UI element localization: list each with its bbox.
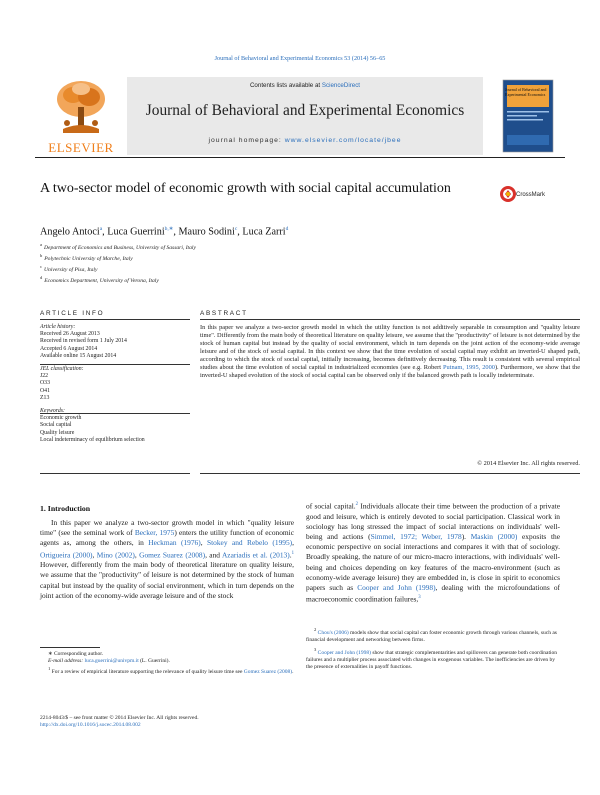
doi-link[interactable]: http://dx.doi.org/10.1016/j.socec.2014.08.002: [40, 722, 141, 728]
author-marks[interactable]: b,∗: [164, 226, 174, 232]
affiliation-mark: d: [40, 275, 43, 281]
history-item: Available online 15 August 2014: [40, 352, 117, 359]
putnam-citation-link[interactable]: Putnam, 1995, 2000: [442, 363, 495, 371]
issn-block: [40, 715, 340, 729]
article-info-heading: ARTICLE INFO: [40, 310, 105, 317]
affiliation-text: University of Pisa, Italy: [44, 267, 98, 274]
affiliation: [40, 274, 196, 285]
elsevier-tree-icon: [53, 77, 109, 135]
jel-code: Z13: [40, 394, 50, 401]
body-text-right-column: of social capital.$^2$ Individuals allocate their time between the production of a private good and leisure, which is entirely devoted to social participation. Classical work in sociology has long stressed the impact of social interactions on individuals' well-being and actions (Simmel, 1972; Weber, 1978). Maskin (2000) exposits the economic perspective on social interactions and compares it with that of sociology. Broadly speaking, the nature of our micro-macro interactions, with individuals' well-being and choices depending on key features of the macro-environment (such as economy-wide average leisure) they are embedded in, is close in spirit to economics papers such as Cooper and John (1998), dealing with the microfoundations of macroeconomic coordination failures,$^3$: [306, 501, 560, 604]
body-text-left-column: In this paper we analyze a two-sector growth model in which "quality leisure time" (see the seminal work of Becker, 1975) enters the utility function of economic agents as, among the others, in Heckman (1976), Stokey and Rebelo (1995), Ortigueira (2000), Mino (2002), Gomez Suarez (2008), and Azariadis et al. (2013).$^1$ However, differently from the main body of theoretical literature on quality leisure, we assume that the "productivity" of leisure is not determined by the stock of human capital but instead by the quality of social environment, which in turn depends on the joint action of the economy-wide average leisure and of the stock: [40, 518, 295, 600]
journal-masthead: [35, 73, 565, 158]
footnotes-right: $^2$ Chou's (2006) models show that social capital can foster economic growth through various channels, such as financial development and networking between firms. $^3$ Cooper and John (1998) show that strategic complementarities and spillovers can generate both coordination failures and a multiplier process associated with changes in exogenous variables. The inefficiencies are driven by the presence of externalities in payoff functions.: [306, 627, 558, 670]
affiliation: [40, 241, 196, 252]
affiliation-mark: c: [40, 264, 42, 270]
elsevier-logo[interactable]: [35, 77, 127, 155]
author-name[interactable]: Mauro Sodini: [178, 226, 235, 238]
keyword: Economic growth: [40, 415, 82, 422]
issn-line: 2214-8043/$ – see front matter © 2014 Elsevier Inc. All rights reserved.: [40, 715, 199, 721]
abstract-part: In this paper we analyze a two-sector growth model in which the utility function is not additively separable in consumption and "quality leisure time". Differently from the main body of theoretical literature on quality leisure, we assume that the "productivity" of leisure is not determined by the stock of human capital but instead by the quality of social environment, which in turn depends on the joint action of the economy-wide average leisure and of the stock of social capital. In this context we show that the time evolution of social capital may exhibit an inverted-U shaped path, according to which the stock of social capital, initially increasing, becomes definitively decreasing. This result is consistent with several empirical studies about the time evolution of social capital in industrialized economies (see e.g. Robert: [200, 324, 580, 371]
divider: [200, 473, 580, 474]
affiliation-text: Polytechnic University of Marche, Italy: [44, 256, 133, 263]
jel-label: JEL classification:: [40, 366, 84, 373]
abstract-text: [200, 324, 580, 380]
sciencedirect-link[interactable]: ScienceDirect: [321, 82, 361, 89]
homepage-line: [127, 137, 483, 144]
jel-code: J22: [40, 373, 49, 380]
copyright-notice: © 2014 Elsevier Inc. All rights reserved.: [477, 460, 580, 467]
affiliation: [40, 252, 196, 263]
author-name[interactable]: Luca Guerrini: [107, 226, 165, 238]
journal-title-box: [127, 77, 483, 155]
affiliation-mark: b: [40, 253, 43, 259]
affiliation-mark: a: [40, 242, 42, 247]
jel-code: O41: [40, 387, 50, 394]
introduction-heading: 1. Introduction: [40, 504, 91, 513]
cover-title: Journal of Behavioral and Experimental Economics: [505, 87, 547, 97]
abstract-part: ). Furthermore, we show that the inverted-U shaped evolution of the stock of social capital can be observed only if the balanced growth path is locally indeterminate.: [200, 363, 581, 379]
author-marks[interactable]: d: [285, 226, 289, 232]
history-item: Received in revised form 1 July 2014: [40, 338, 127, 345]
keyword: Quality leisure: [40, 429, 75, 436]
article-info-block: [40, 324, 190, 444]
divider: [200, 319, 580, 320]
divider: [40, 413, 190, 414]
keywords-label: Keywords:: [40, 408, 65, 415]
footnote-divider: [40, 647, 100, 648]
author-list: Angelo Antoci$^a$, Luca Guerrini$^{b,∗}$, Mauro Sodini$^c$, Luca Zarri$^d$: [40, 226, 289, 238]
homepage-prefix: journal homepage:: [208, 137, 285, 144]
author-marks[interactable]: c: [234, 226, 238, 232]
jel-code: O33: [40, 380, 50, 387]
affiliation-text: Economics Department, University of Verona, Italy: [44, 278, 159, 285]
contents-line: [127, 82, 483, 89]
elsevier-wordmark: ELSEVIER: [48, 140, 114, 155]
divider: [40, 364, 190, 365]
affiliations: [40, 241, 196, 286]
affiliation: [40, 263, 196, 274]
keyword: Social capital: [40, 422, 72, 429]
contents-prefix: Contents lists available at: [249, 82, 322, 89]
crossmark-label[interactable]: CrossMark: [516, 192, 546, 198]
affiliation-text: Department of Economics and Business, University of Sassari, Italy: [44, 244, 196, 251]
running-head[interactable]: Journal of Behavioral and Experimental Economics 53 (2014) 56–65: [214, 55, 386, 62]
author-name[interactable]: Luca Zarri: [242, 226, 286, 238]
author-marks[interactable]: a: [99, 226, 103, 232]
journal-title: Journal of Behavioral and Experimental Economics: [145, 102, 465, 119]
abstract-heading: ABSTRACT: [200, 310, 248, 317]
author-name[interactable]: Angelo Antoci: [40, 226, 100, 238]
homepage-link[interactable]: www.elsevier.com/locate/jbee: [284, 137, 402, 144]
keyword: Local indeterminacy of equilibrium selection: [40, 436, 145, 443]
history-item: Accepted 6 August 2014: [40, 345, 98, 352]
divider: [40, 319, 190, 320]
history-item: Received 26 August 2013: [40, 331, 100, 338]
footnotes-left: ∗ Corresponding author. E-mail address: luca.guerrini@univpm.it (L. Guerrini). $^1$ For a review of empirical literature supporting the relevance of quality leisure time see Gomez Suarez (2008).: [48, 651, 294, 675]
article-title: A two-sector model of economic growth with social capital accumulation: [40, 181, 451, 196]
divider: [40, 473, 190, 474]
history-label: Article history:: [40, 324, 76, 330]
